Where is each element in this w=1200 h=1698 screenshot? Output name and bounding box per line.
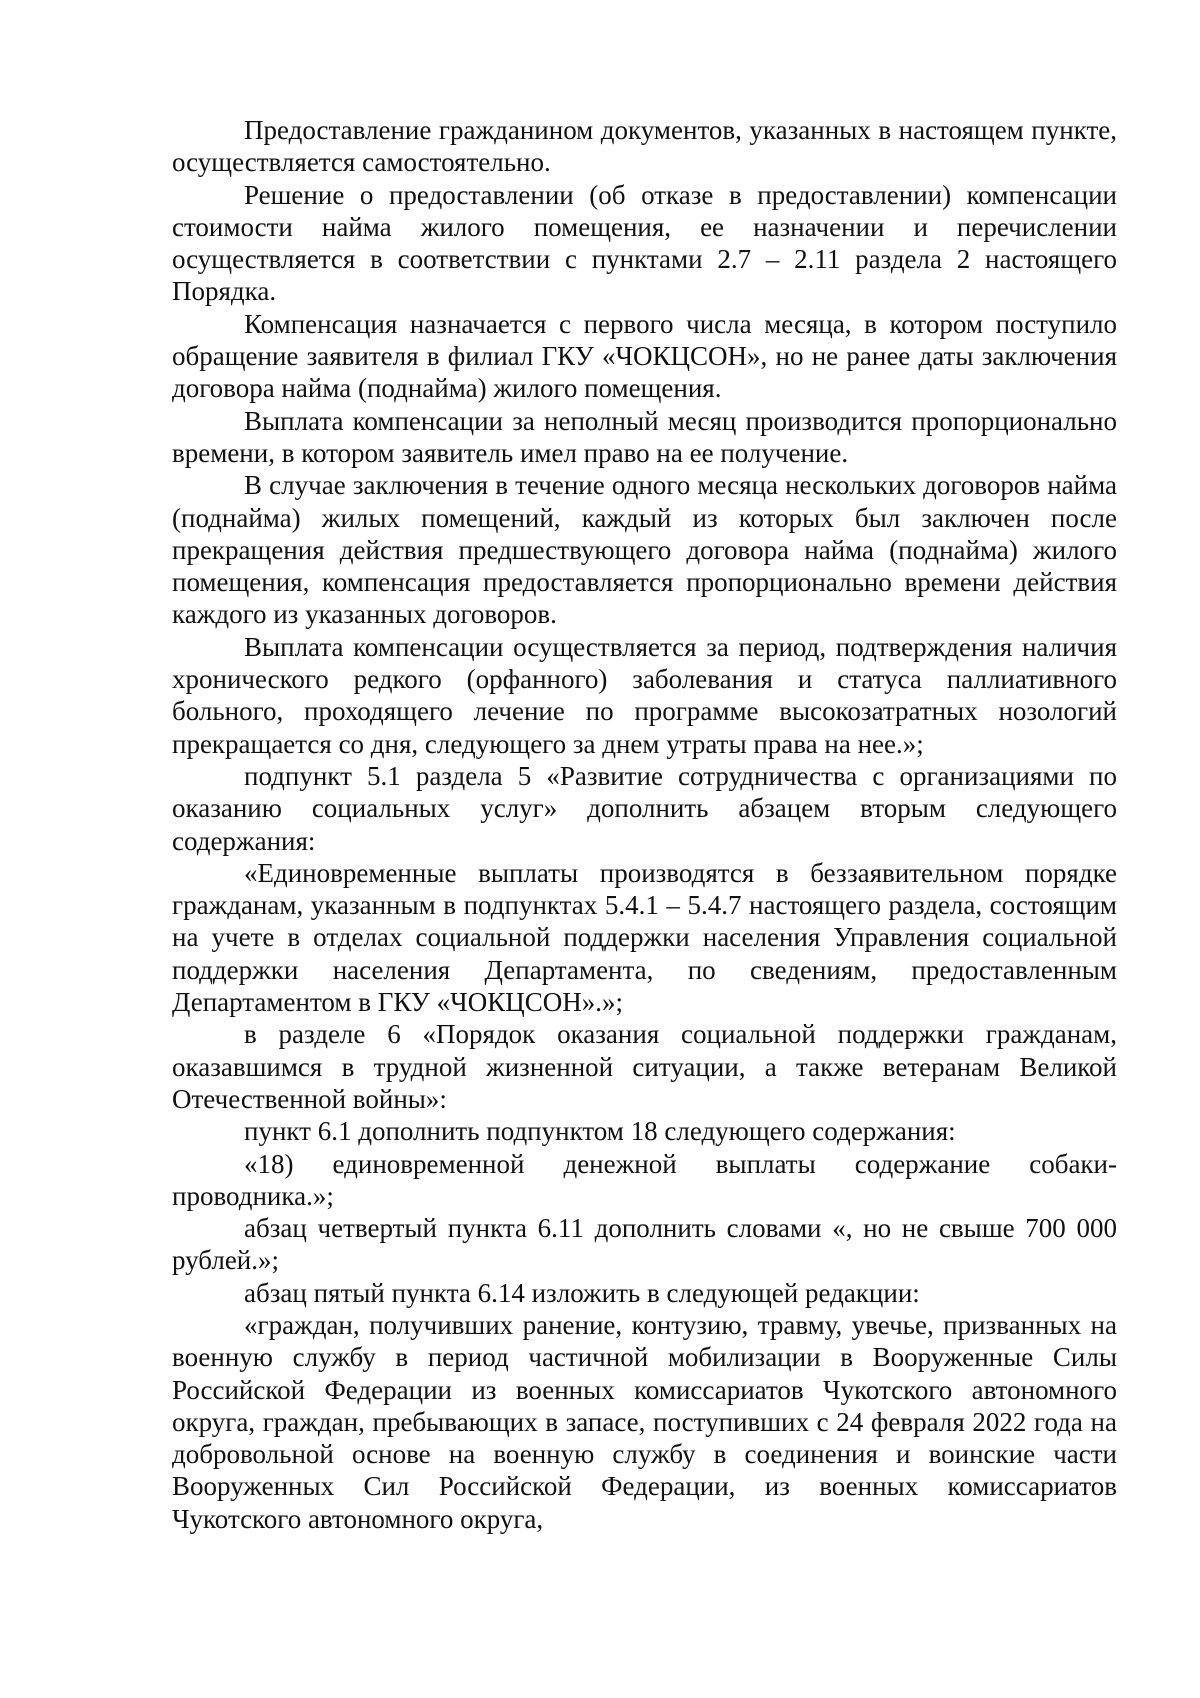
document-body <box>172 114 1117 1535</box>
paragraph-6: Выплата компенсации осуществляется за период, подтверждения наличия хронического редкого (орфанного) заболевания и статуса паллиативного больного, проходящего лечение по программе высокозатратных нозологий прекращается со дня, следующего за днем утраты права на нее.»; <box>172 631 1117 759</box>
paragraph-7: подпункт 5.1 раздела 5 «Развитие сотрудничества с организациями по оказанию социальных услуг» дополнить абзацем вторым следующего содержания: <box>172 760 1117 856</box>
paragraph-4: Выплата компенсации за неполный месяц производится пропорционально времени, в котором заявитель имел право на ее получение. <box>172 405 1117 468</box>
paragraph-12: абзац четвертый пункта 6.11 дополнить словами «, но не свыше 700 000 рублей.»; <box>172 1213 1117 1276</box>
paragraph-14: «граждан, получивших ранение, контузию, травму, увечье, призванных на военную службу в период частичной мобилизации в Вооруженные Силы Российской Федерации из военных комиссариатов Чукотского автономного округа, граждан, пребывающих в запасе, поступивших с 24 февраля 2022 года на добровольной основе на военную службу в соединения и воинские части Вооруженных Сил Российской Федерации, из военных комиссариатов Чукотского автономного округа, <box>172 1309 1117 1534</box>
paragraph-1: Предоставление гражданином документов, указанных в настоящем пункте, осуществляется самостоятельно. <box>172 115 1117 178</box>
paragraph-10: пункт 6.1 дополнить подпунктом 18 следующего содержания: <box>244 1116 956 1147</box>
paragraph-11: «18) единовременной денежной выплаты содержание собаки-проводника.»; <box>172 1148 1117 1211</box>
paragraph-5: В случае заключения в течение одного месяца нескольких договоров найма (поднайма) жилых помещений, каждый из которых был заключен после прекращения действия предшествующего договора найма (поднайма) жилого помещения, компенсация предоставляется пропорционально времени действия каждого из указанных договоров. <box>172 470 1117 630</box>
paragraph-13: абзац пятый пункта 6.14 изложить в следующей редакции: <box>244 1277 920 1308</box>
paragraph-8: «Единовременные выплаты производятся в беззаявительном порядке гражданам, указанным в подпунктах 5.4.1 – 5.4.7 настоящего раздела, состоящим на учете в отделах социальной поддержки населения Управления социальной поддержки населения Департамента, по сведениям, предоставленным Департаментом в ГКУ «ЧОКЦСОН».»; <box>172 857 1117 1018</box>
paragraph-2: Решение о предоставлении (об отказе в предоставлении) компенсации стоимости найма жилого помещения, ее назначении и перечислении осуществляется в соответствии с пунктами 2.7 – 2.11 раздела 2 настоящего Порядка. <box>172 179 1117 307</box>
paragraph-9: в разделе 6 «Порядок оказания социальной поддержки гражданам, оказавшимся в трудной жизненной ситуации, а также ветеранам Великой Отечественной войны»: <box>172 1019 1117 1114</box>
paragraph-3: Компенсация назначается с первого числа месяца, в котором поступило обращение заявителя в филиал ГКУ «ЧОКЦСОН», но не ранее даты заключения договора найма (поднайма) жилого помещения. <box>172 308 1117 404</box>
